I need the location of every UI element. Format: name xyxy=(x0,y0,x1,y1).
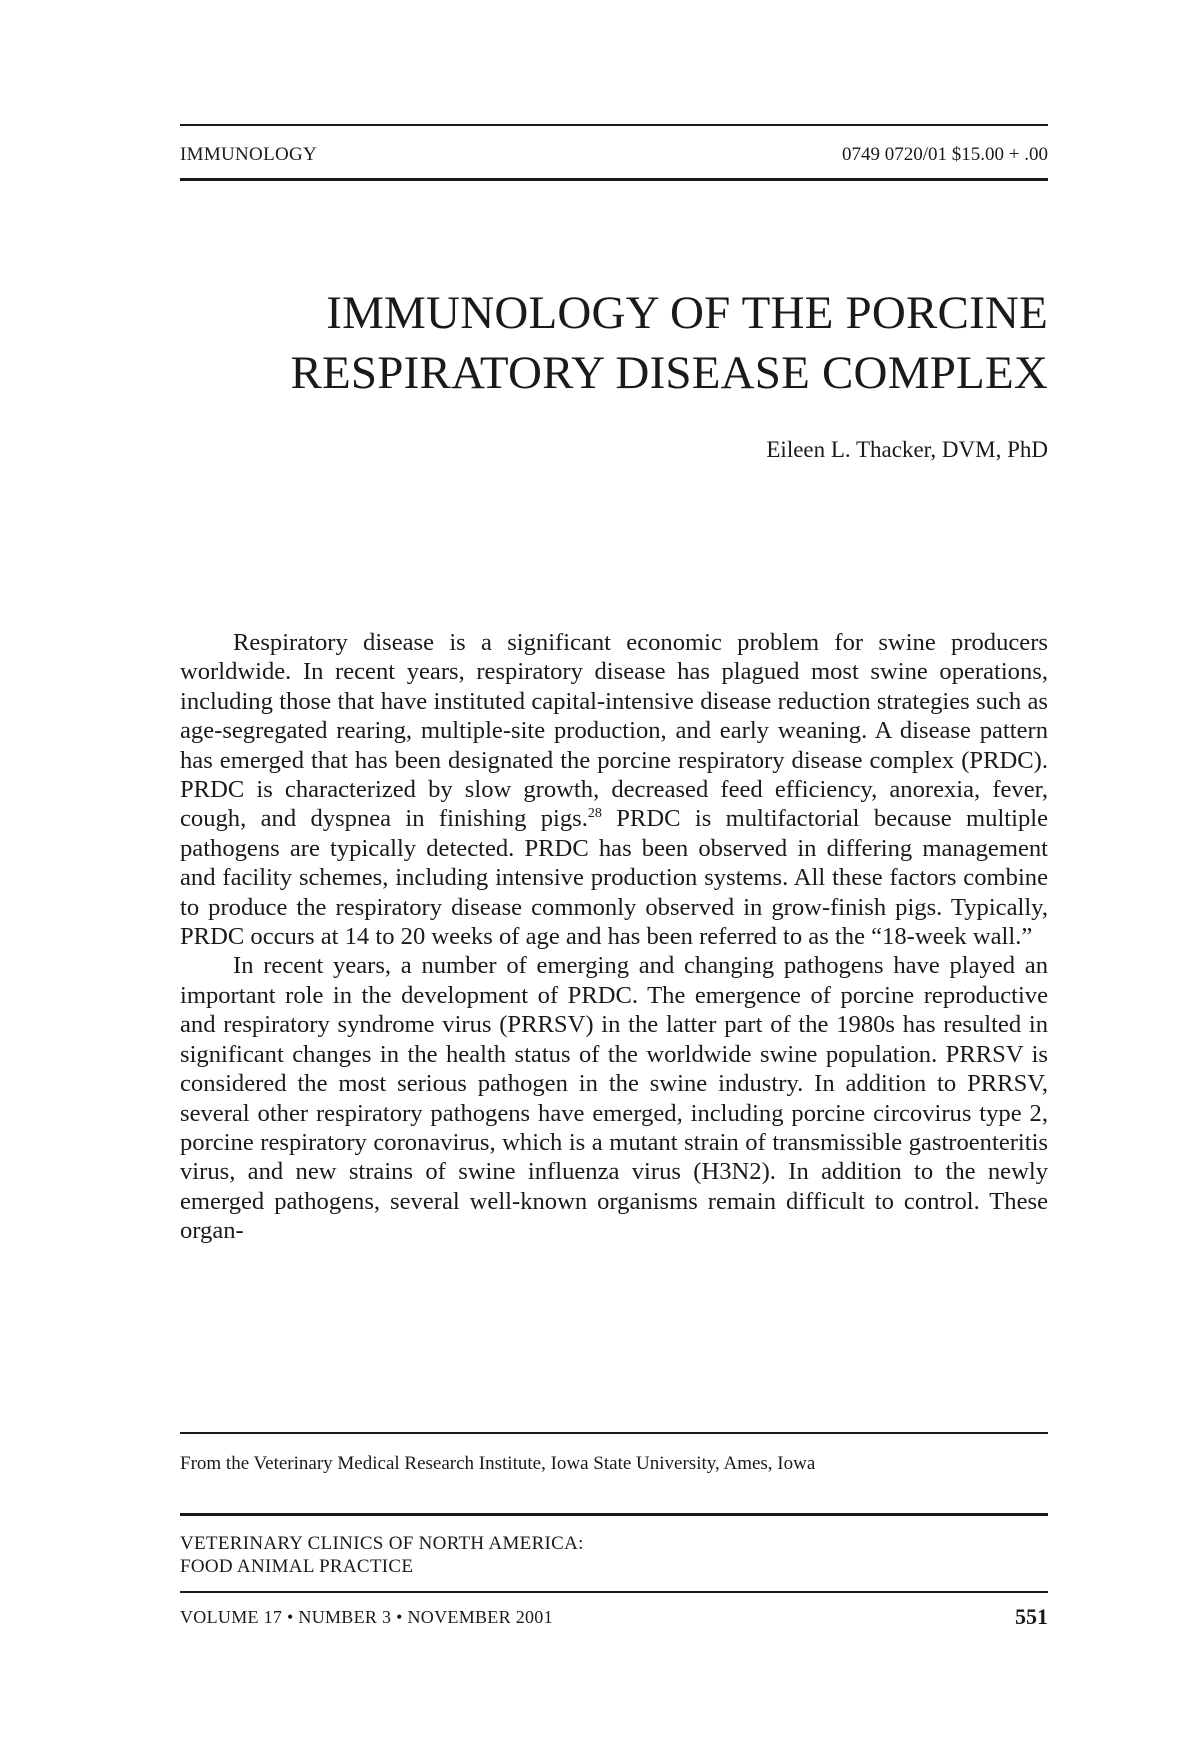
paragraph-1-text-a: Respiratory disease is a significant economic problem for swine producers worldwide. In recent years, respiratory disease has plagued most swine operations, including those that have instituted capital-intensive disease reduction strategies such as age-segregated rearing, multiple-site production, and early weaning. A disease pattern has emerged that has been designated the porcine respiratory disease complex (PRDC). PRDC is characterized by slow growth, decreased feed efficiency, anorexia, fever, cough, and dyspnea in finishing pigs. xyxy=(180,629,1048,833)
title-line-2: RESPIRATORY DISEASE COMPLEX xyxy=(290,347,1048,399)
journal-name-line-2: FOOD ANIMAL PRACTICE xyxy=(180,1556,414,1577)
reference-superscript: 28 xyxy=(587,806,602,822)
journal-name xyxy=(180,1532,584,1578)
volume-info: VOLUME 17 • NUMBER 3 • NOVEMBER 2001 xyxy=(180,1607,553,1627)
page-number: 551 xyxy=(1015,1604,1048,1629)
paragraph-1-text-b: PRDC is multifactorial because multiple pathogens are typically detected. PRDC has been observed in differing management and facility schemes, including intensive production systems. All these factors combine to produce the respiratory disease commonly observed in grow-finish pigs. Typically, PRDC occurs at 14 to 20 weeks of age and has been referred to as the “18-week wall.” xyxy=(180,805,1048,951)
running-header-code: 0749 0720/01 $15.00 + .00 xyxy=(842,144,1048,165)
journal-rule xyxy=(180,1513,1048,1516)
footnote-rule xyxy=(180,1432,1048,1434)
journal-name-line-1: VETERINARY CLINICS OF NORTH AMERICA: xyxy=(180,1533,584,1554)
paragraph-1 xyxy=(180,628,1048,951)
header-bottom-rule xyxy=(180,178,1048,181)
paragraph-2: In recent years, a number of emerging and changing pathogens have played an important role in the development of PRDC. The emergence of porcine reproductive and respiratory syndrome virus (PRRSV) in the latter part of the 1980s has resulted in significant changes in the health status of the worldwide swine population. PRRSV is considered the most serious pathogen in the swine industry. In addition to PRRSV, several other respiratory pathogens have emerged, including porcine circovirus type 2, porcine respiratory coronavirus, which is a mutant strain of transmissible gastroenteritis virus, and new strains of swine influenza virus (H3N2). In addition to the newly emerged pathogens, several well-known organisms remain difficult to control. These organ- xyxy=(180,952,1048,1245)
running-header-section: IMMUNOLOGY xyxy=(180,144,318,165)
article-title xyxy=(180,283,1048,403)
affiliation-footnote: From the Veterinary Medical Research Institute, Iowa State University, Ames, Iowa xyxy=(180,1453,816,1474)
article-body xyxy=(180,628,1048,1246)
author-byline: Eileen L. Thacker, DVM, PhD xyxy=(766,437,1048,462)
header-top-rule xyxy=(180,124,1048,126)
title-line-1: IMMUNOLOGY OF THE PORCINE xyxy=(326,287,1048,339)
volume-rule xyxy=(180,1591,1048,1593)
